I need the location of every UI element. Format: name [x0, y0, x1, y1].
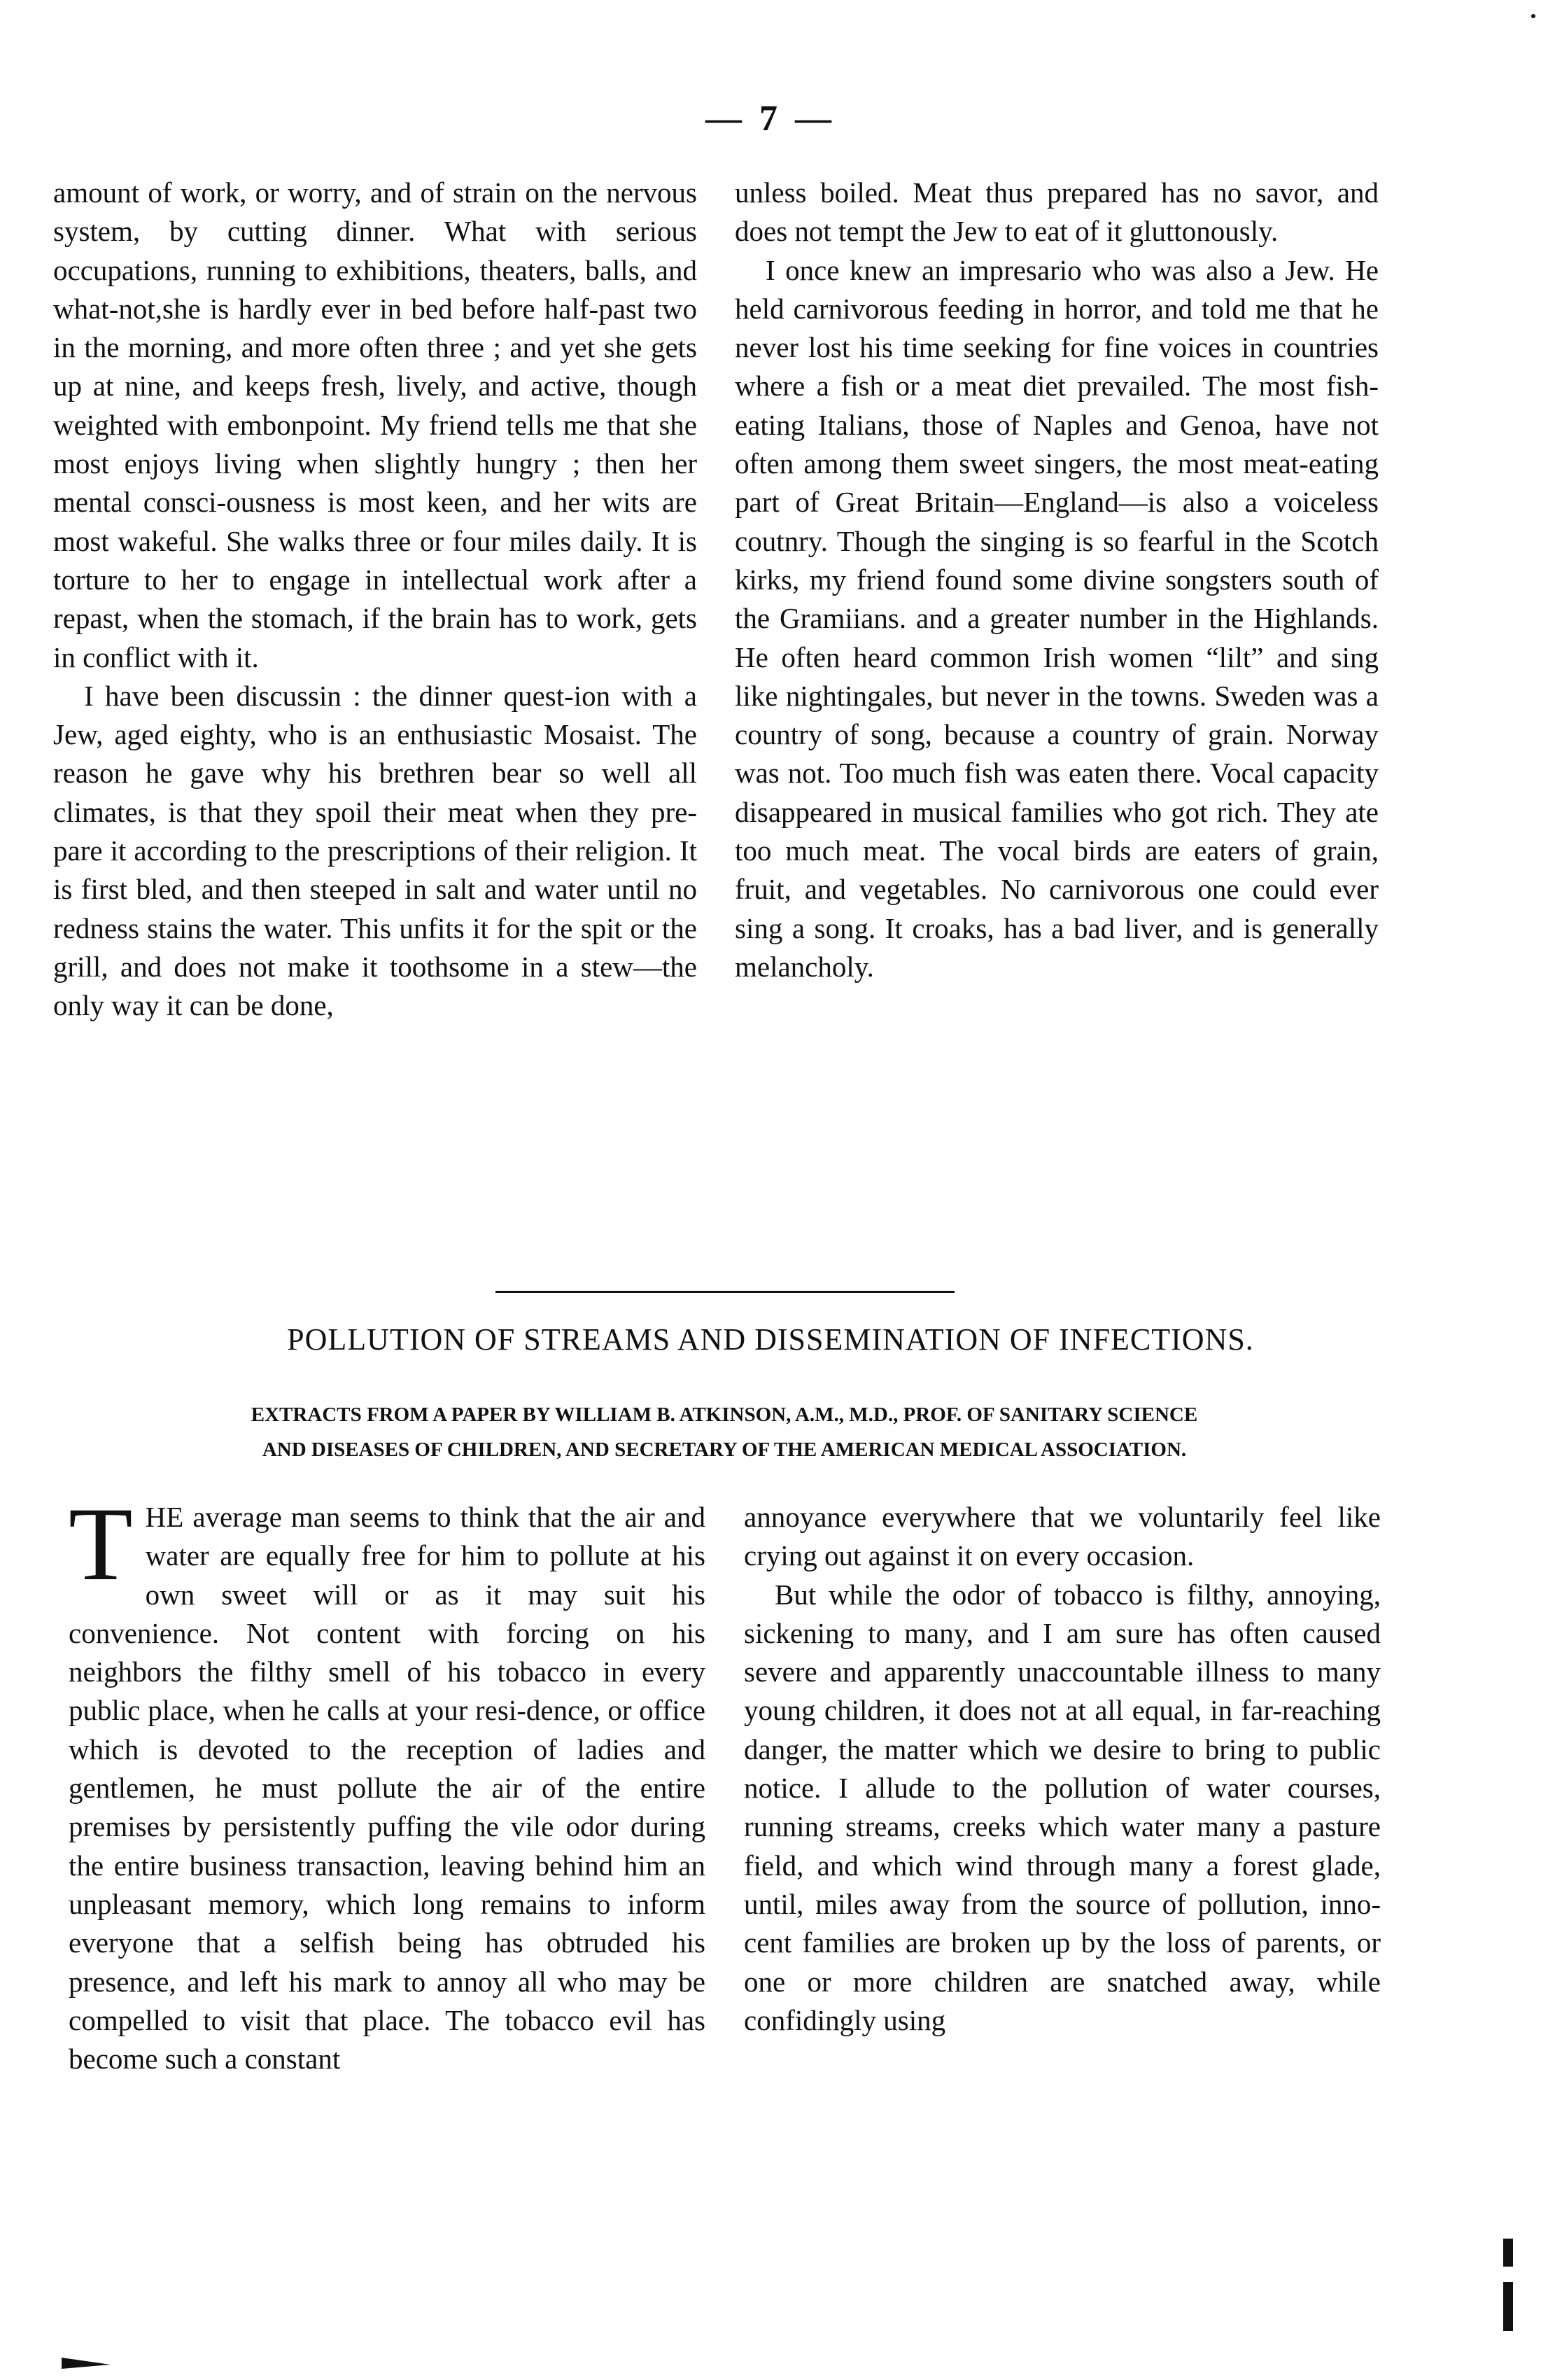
drop-cap: T	[69, 1486, 133, 1602]
lower-left-column	[69, 1486, 705, 2078]
article-title: POLLUTION OF STREAMS AND DISSEMINATION OF INFECTIONS.	[287, 1322, 1254, 1357]
lead-text: HE average man seems to think that the air and water are equally free for him to pollute at his own sweet will or as it may suit his convenience. Not content with forcing on his neighbors the filthy smell of his tobacco in every public place, when he calls at your resi-dence, or office which is devoted to the reception of ladies and gentlemen, he must pollute the air of the entire premises by persistently puffing the vile odor during the entire business transaction, leaving behind him an unpleasant memory, which long remains to inform everyone that a selfish being has obtruded his presence, and left his mark to annoy all who may be compelled to visit that place. The tobacco evil has become such a constant	[69, 1501, 705, 2076]
paragraph: But while the odor of tobacco is filthy, annoying, sickening to many, and I am sure has often caused severe and apparently unaccountable illness to many young children, it does not at all equal, in far-reaching danger, the matter which we desire to bring to public notice. I allude to the pollution of water courses, running streams, creeks which water many a pasture field, and which wind through many a forest glade, until, miles away from the source of pollution, inno-cent families are broken up by the loss of parents, or one or more children are snatched away, while confidingly using	[744, 1578, 1381, 2036]
paragraph: amount of work, or worry, and of strain on the nervous system, by cutting dinner. What with serious occupations, running to exhibitions, theaters, balls, and what-not,she is hardly ever in bed before half-past two in the morning, and more often three ; and yet she gets up at nine, and keeps fresh, lively, and active, though weighted with embonpoint. My friend tells me that she most enjoys living when slightly hungry ; then her mental consci-ousness is most keen, and her wits are most wakeful. She walks three or four miles daily. It is torture to her to engage in intellectual work after a repast, when the stomach, if the brain has to work, gets in conflict with it.	[53, 176, 697, 673]
upper-left-column	[53, 174, 697, 1026]
lower-right-column	[744, 1498, 1381, 2040]
lead-paragraph	[69, 1486, 705, 2078]
section-divider	[495, 1291, 955, 1293]
scan-speck	[1531, 14, 1535, 18]
paragraph: annoyance everywhere that we voluntarily feel like crying out against it on every occasion.	[744, 1501, 1381, 1572]
subtitle-line: EXTRACTS FROM A PAPER BY WILLIAM B. ATKINSON, A.M., M.D., PROF. OF SANITARY SCIENCE	[251, 1404, 1198, 1426]
scan-corner-mark	[62, 2358, 111, 2369]
paragraph: unless boiled. Meat thus prepared has no savor, and does not tempt the Jew to eat of it gluttonously.	[735, 176, 1379, 248]
article-subtitle	[63, 1397, 1386, 1467]
paragraph: I have been discussin : the dinner quest-ion with a Jew, aged eighty, who is an enthusiastic Mosaist. The reason he gave why his brethren bear so well all climates, is that they spoil their meat when they pre-pare it according to the prescriptions of their religion. It is first bled, and then steeped in salt and water until no redness stains the water. This unfits it for the spit or the grill, and does not make it toothsome in a stew—the only way it can be done,	[53, 679, 697, 1022]
subtitle-line: AND DISEASES OF CHILDREN, AND SECRETARY OF THE AMERICAN MEDICAL ASSOCIATION.	[262, 1438, 1187, 1461]
scan-margin-marks	[1503, 2239, 1513, 2372]
paragraph: I once knew an impresario who was also a Jew. He held carnivorous feeding in horror, and told me that he never lost his time seeking for fine voices in countries where a fish or a meat diet prevailed. The most fish-eating Italians, those of Naples and Genoa, have not often among them sweet singers, the most meat-eating part of Great Britain—England—is also a voiceless coutnry. Though the singing is so fearful in the Scotch kirks, my friend found some divine songsters south of the Gramiians. and a greater number in the Highlands. He often heard common Irish women “lilt” and sing like nightingales, but never in the towns. Sweden was a country of song, because a country of grain. Norway was not. Too much fish was eaten there. Vocal capacity disappeared in musical families who got rich. They ate too much meat. The vocal birds are eaters of grain, fruit, and vegetables. No carnivorous one could ever sing a song. It croaks, has a bad liver, and is generally melancholy.	[735, 253, 1379, 983]
page-number: — 7 —	[705, 99, 836, 139]
upper-right-column	[735, 174, 1379, 986]
